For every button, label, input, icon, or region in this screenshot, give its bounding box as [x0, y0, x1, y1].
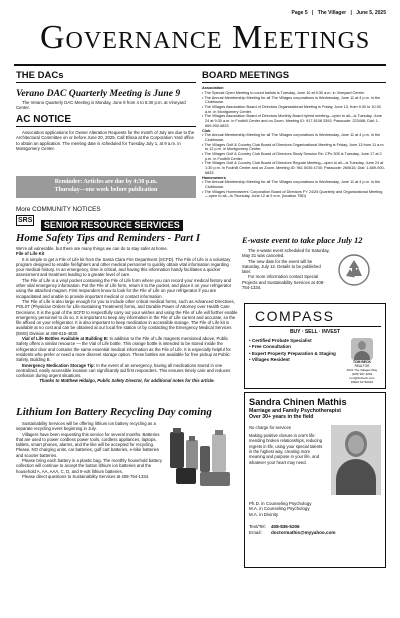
safety-paragraph: The File of Life is also large enough for you to include other critical medical forms, such as Advanced Directives, POLST (Physician Orders for Life-Sustaining Treatment) forms, and Durable Power of Attorney over Health Care Decisions. It is the goal of the SCFD to respectfully carry out your wishes and using the File of Life will further enable emergency personnel to do so. It is important to keep any information in the File of Life current and accurate, so the file affixed on your refrigerator. It is also important to keep medication in accessible storage. The File of Life kit is available at no cost and can be obtained at our local fire station or by contacting the Emergency Medical Services (EMS) Division at 408-615-4830. — [16, 298, 238, 336]
sandra-body — [249, 425, 325, 495]
lithium-paragraphs — [16, 421, 162, 479]
srs-banner — [16, 215, 196, 228]
board-item: • The Annual Membership Meeting for all The Villages corporations is Wednesday, June 11 at 4 p.m. in the Clubhouse. — [202, 133, 381, 142]
homeowners-list — [202, 180, 386, 199]
board-item: • The Annual Membership Meeting for all The Villages corporations is Wednesday, June 11 at 4 p.m. in the Clubhouse. — [202, 95, 381, 105]
agent-block — [343, 338, 381, 384]
sandra-ad — [244, 392, 386, 568]
agent-name: TOM BECK — [352, 359, 372, 364]
board-item: • The Villages Golf & Country Club Board of Directors Organizational Meeting is Friday, June 13 from 11 a.m. to 12 p.m. in Montgomery Center. — [202, 142, 385, 152]
agent-photo — [351, 338, 373, 360]
page-number: Page 5 — [291, 10, 308, 16]
agent-phone: (408) 997-3269 — [351, 372, 373, 377]
ac-notice-heading: AC NOTICE — [16, 114, 71, 125]
compass-item: • Villages Resident — [249, 357, 290, 363]
ewaste-body-2: The new date for the event will be Saturday, July 12. Details to be published later. — [242, 258, 321, 275]
safety-paragraph: It is simple to get a File of Life kit from the Santa Clara Fire Department (SCFD). The File of Life is a voluntary program designed to enable firefighters and other medical personnel to quickly obtain vital information regarding your medical history. In an emergency, time is critical, and having this information handy facilitates a quicker assessment and treatment leading to a greater level of care. — [16, 256, 231, 278]
board-meetings — [202, 70, 386, 199]
sandra-name: Sandra Chinen Mathis — [249, 397, 347, 407]
compass-item: • Certified Probate Specialist — [249, 337, 312, 343]
board-item: • The Villages Association Board of Directors Organizational Meeting is Friday, June 13, from 9:30 to 10:30 a.m. in Montgomery Center. — [202, 105, 381, 114]
club-list — [202, 133, 386, 175]
compass-ad — [244, 303, 386, 389]
sandra-credential: M.A. in Divinity — [249, 512, 279, 517]
verano-section — [16, 88, 196, 111]
agent-email: tom@tbcbeck.com — [349, 376, 375, 381]
vial-of-life: Vial of Life Bottles Available at Building B: In addition to the File of Life magnets mentioned above, Public Safety offers a similar resource — the Vial of Life bottle. This orange bottle is intended to be stored inside the refrigerator door and contains the same essential medical information as the File of Life. It is especially helpful for residents who prefer or need a more discreet storage option. These bottles are available for free pickup at Public Safety, Building B. — [16, 336, 231, 363]
home-safety-paragraphs — [16, 257, 238, 336]
dacs-header: THE DACs — [16, 70, 196, 83]
ewaste-body-3: For more information contact Special Projects and Sustainability Services at 408-754-1334. — [242, 274, 325, 291]
srs-heading: SENIOR RESOURCE SERVICES — [41, 220, 183, 231]
safety-paragraph: The File of Life is a vinyl pocket containing the File of Life form where you can record your medical history and other vital emergency information. Put the File of Life form, return it to the pocket, and place it on your refrigerator using the attached magnet. First responders know to look for the File of Life on your refrigerator if you are incapacitated and unable to provide important medical or contact information. — [16, 277, 232, 299]
verano-heading: Verano DAC Quarterly Meeting is June 9 — [16, 88, 181, 99]
ewaste-body-1: The e-waste event scheduled for Saturday, May 31 was canceled. — [242, 248, 330, 259]
sandra-credential: M.A. in Counseling Psychology — [249, 506, 310, 512]
board-item: • The Villages Golf & Country Club Board of Directors Study Session Re: CPo 305 is Tuesday, June 17 at 2 p.m. in Foothill Center. — [202, 152, 382, 161]
association-list — [202, 91, 386, 129]
sandra-years: Over 30+ years in the field — [249, 414, 314, 421]
compass-tagline: BUY · SELL · INVEST — [289, 328, 341, 335]
title-rule — [14, 64, 386, 66]
verano-body: The Verano Quarterly DAC Meeting is Monday, June 9 from 4 to 5:30 p.m. at Vineyard Center. — [16, 100, 186, 111]
agent-dre: DRE# 01762924 — [350, 380, 374, 385]
lithium-paragraph: Please bring each battery in a plastic bag. The monthly household battery collection will continue to accept the button lithium ion batteries and the household A, AA, AAA, C, D, and 9-volt lithium batteries. — [16, 458, 162, 474]
lithium-paragraph: Sustainability Services will be offering lithium ion battery recycling as a separate recycling event beginning in July. — [16, 421, 156, 432]
ac-notice-body: Association applications for Owner Alteration Requests for the month of July are due to the Architectural Committee on or before June 20, 2025. Call Elissa at the Corporation Yard office to obtain an application. The meeting date is scheduled for Tuesday July 1, at 9 a.m. in Montgomery Center. — [16, 130, 195, 151]
board-item: • The Annual Membership Meeting for all The Villages corporations is Wednesday, June 11 at 4 p.m. in the Clubhouse. — [202, 180, 381, 189]
home-safety-article — [16, 232, 238, 384]
sandra-title: Marriage and Family Psychotherapist — [249, 408, 341, 414]
sandra-body-line: Making positive closure in one's life: mending broken relationships, reducing regrets in life, using your special talents in the highest way, creating more meaning and purpose in your life, and whatever your heart may need. — [249, 433, 323, 465]
board-heading: BOARD MEETINGS — [202, 70, 290, 81]
reminder-line-2: Thursday—one week before publication — [54, 186, 158, 193]
lithium-paragraph: Villagers have been requesting this service for several months. Batteries that are used to power cordless power tools, cordless appliances, laptops, tablets, smart phones, alarms, and the like will be accepted for recycling. Please, NO charging units, car batteries, golf cart batteries, e-bike batteries and scooter batteries. — [16, 431, 160, 458]
home-safety-intro: We're all vulnerable, but there are many things we can do to stay safer at home. — [16, 246, 168, 251]
board-item: • The Special Open Meeting to count ballots is Tuesday, June 10 at 9:30 a.m. in Vineyard Center. — [202, 90, 365, 95]
compass-item: • Free Consultation — [249, 344, 291, 350]
lithium-heading: Lithium Ion Battery Recycling Day coming — [16, 406, 212, 418]
board-item: • The Villages Association Board of Directors Monthly Board hybrid meeting—open to all—is Tuesday, June 24 at 9:30 a.m. in Foothill Center and on Zoom. Meeting ID: 917 8108 3392; Passcode: 223468; Dial: 1-669-900-6833 — [202, 114, 382, 128]
sandra-photo — [331, 425, 381, 495]
board-item: • The Villages Homeowners' Corporation Board of Directors FY 24/25 Quarterly and Organizational Meeting—open to all—is Thursday, June 12 at 9 a.m. (location TBD) — [202, 189, 383, 199]
compass-items — [249, 338, 343, 384]
home-safety-heading: Home Safety Tips and Reminders - Part I — [16, 232, 201, 244]
recycle-icon — [338, 254, 382, 291]
board-item: • The Villages Golf & Country Club Board of Directors Regular Meeting—open to all—is Tuesday, June 24 at 1:30 p.m. in Foothill Center and on Zoom. Meeting ID: 961 5036 4740; Passcode: 260616; Dial: 1-669-900-6833 — [202, 161, 385, 175]
page-title: Governance Meetings — [40, 19, 371, 56]
ewaste-heading: E-waste event to take place July 12 — [242, 236, 363, 245]
sandra-body-line: No charge for services — [249, 424, 291, 430]
safety-thanks: Thanks to Matthew Hidalgo, Public Safety Director, for additional notes for this article. — [39, 378, 215, 384]
reminder-box — [16, 176, 196, 198]
issue-date: June 5, 2025 — [356, 10, 386, 16]
file-of-life-label: File of Life Kit — [16, 251, 45, 257]
ewaste-article — [242, 236, 388, 291]
srs-logo: SRS — [18, 217, 33, 224]
association-label: Association — [202, 86, 224, 91]
emergency-tip: Emergency Medication Storage Tip: In the event of an emergency, having all medications stored in one centralized, easily accessible location can significantly aid first responders. This ensures timely care and reduces confusion during urgent situations. — [16, 362, 231, 379]
page-header: Page 5 | The Villager | June 5, 2025 — [291, 10, 386, 16]
club-label: Club — [202, 128, 211, 133]
compass-logo: COMPASS — [255, 308, 335, 324]
compass-item: • Expert Property Preparation & Staging — [249, 350, 336, 356]
sandra-phone-row: Text/Tel: 408-836-5206 — [249, 523, 300, 529]
sandra-credentials — [249, 501, 381, 518]
more-community-notices: More COMMUNITY NOTICES — [16, 206, 101, 213]
ac-notice-section — [16, 114, 196, 151]
reminder-line-1: Reminder: Articles are due by 4:30 p.m. — [54, 179, 158, 185]
agent-address: 2021 The Villages Way — [346, 368, 378, 373]
agent-title: REALTOR — [354, 364, 370, 369]
publication-name: The Villager — [317, 10, 347, 16]
sandra-email-row: Email: doctormathis@myyahoo.com — [249, 529, 336, 535]
lithium-paragraph: Please direct questions to Sustainability Services at 408-754-1334. — [22, 473, 150, 479]
battery-image — [166, 426, 238, 490]
sandra-credential: Ph.D. in Counseling Psychology — [249, 500, 312, 506]
homeowners-label: Homeowners — [202, 175, 226, 180]
